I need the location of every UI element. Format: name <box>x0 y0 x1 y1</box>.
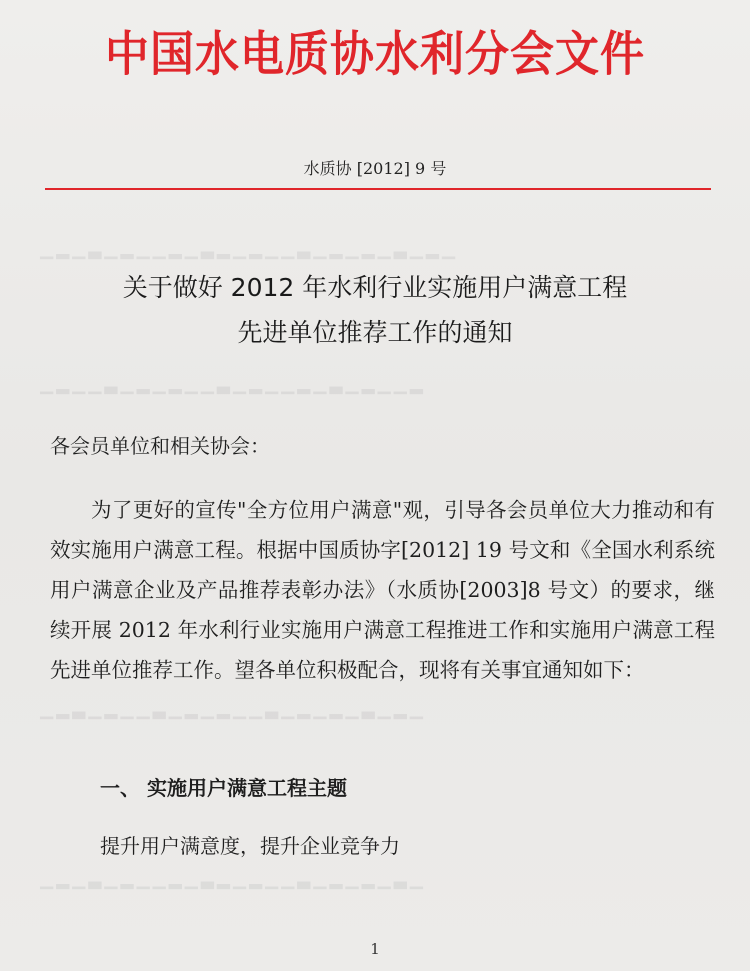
salutation: 各会员单位和相关协会： <box>50 434 270 458</box>
notice-title-line1: 关于做好 2012 年水利行业实施用户满意工程 <box>122 273 628 302</box>
page-number: 1 <box>370 940 380 958</box>
letterhead-title: 中国水电质协水利分会文件 <box>105 27 645 83</box>
section-body: 提升用户满意度，提升企业竞争力 <box>100 834 400 858</box>
document-number: 水质协 [2012] 9 号 <box>303 159 447 178</box>
show-through-texture: ▁▂▁▃▁▂▁▁▂▁▃▂▁▂▁▁▃▁▂▁▂▁▃▁▂▁ <box>40 240 458 260</box>
header-divider <box>45 188 711 190</box>
show-through-texture: ▁▂▁▁▃▁▂▁▂▁▁▃▁▂▁▁▂▁▃▁▂▁▁▂ <box>40 375 426 395</box>
show-through-texture: ▁▂▃▁▂▁▁▃▁▂▁▂▁▁▃▁▂▁▂▁▃▁▂▁ <box>40 700 426 720</box>
body-paragraph: 为了更好的宣传"全方位用户满意"观，引导各会员单位大力推动和有效实施用户满意工程。根据中国质协字[2012] 19 号文和《全国水利系统用户满意企业及产品推荐表彰办法》（水质协[2003]8 号文）的要求，继续开展 2012 年水利行业实施用户满意工程推进工作和实施用户满意工程先进单位推荐工作。望各单位积极配合，现将有关事宜通知如下： <box>50 498 715 682</box>
show-through-texture: ▁▂▁▃▁▂▁▁▂▁▃▂▁▂▁▁▃▁▂▁▂▁▃▁ <box>40 870 426 890</box>
notice-title-line2: 先进单位推荐工作的通知 <box>237 318 513 347</box>
section-heading: 一、 实施用户满意工程主题 <box>100 776 347 800</box>
